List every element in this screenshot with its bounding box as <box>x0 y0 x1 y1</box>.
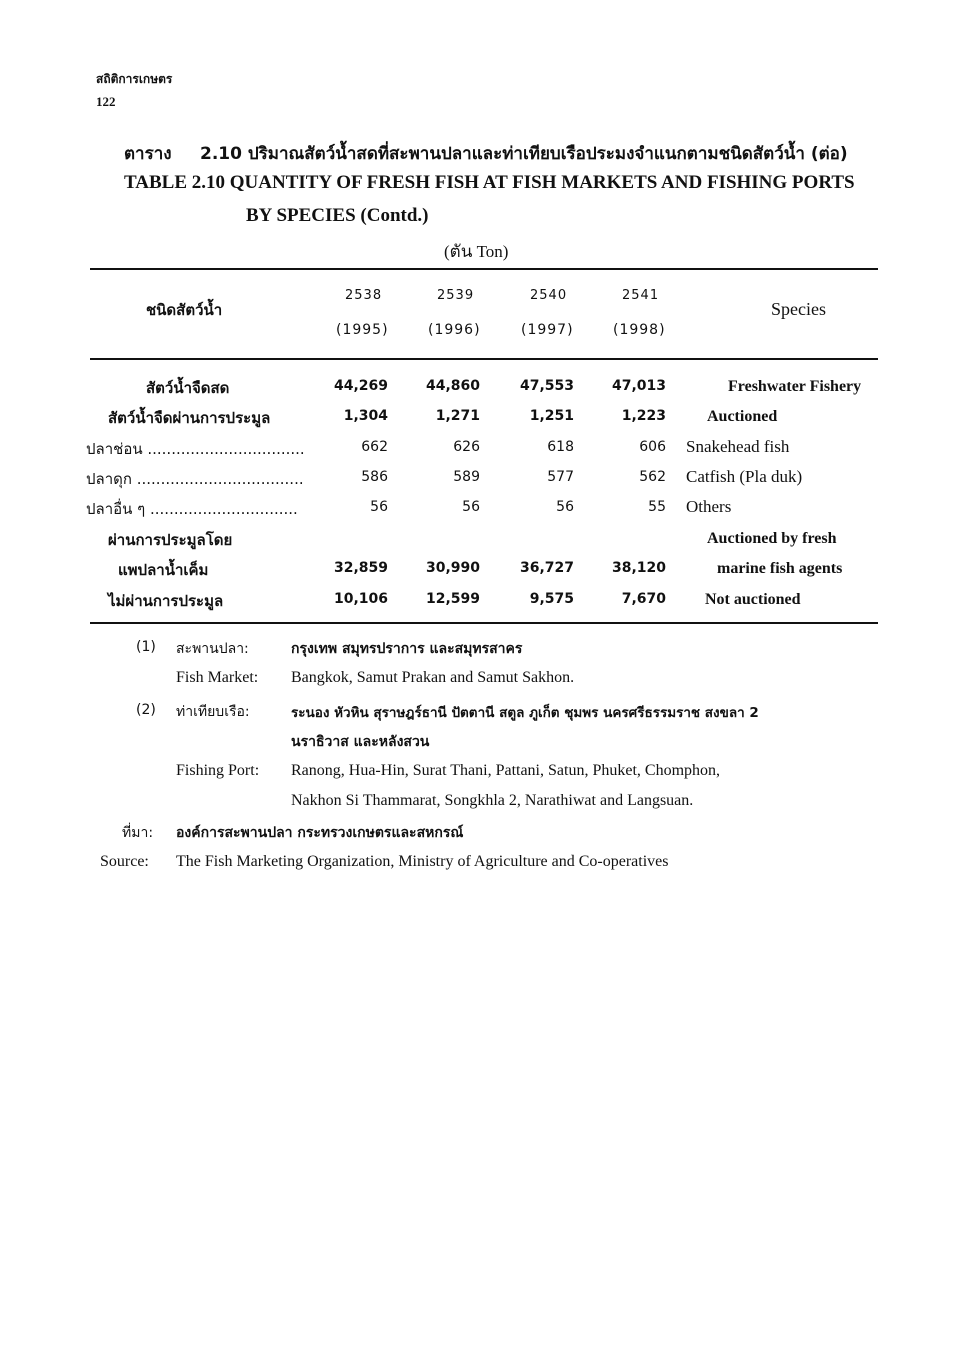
note-text-en: Nakhon Si Thammarat, Songkhla 2, Narathiwat and Langsuan. <box>291 792 694 809</box>
source-label-en: Source: <box>100 853 149 870</box>
table-bottom-rule <box>90 622 878 624</box>
note-label-thai: ท่าเทียบเรือ: <box>176 704 250 720</box>
table-cell: 586 <box>361 469 388 485</box>
table-cell: 589 <box>453 469 480 485</box>
table-cell: 626 <box>453 439 480 455</box>
header-species-en: Species <box>771 299 826 319</box>
row-label-en: Snakehead fish <box>686 437 790 456</box>
table-title-en-line2: BY SPECIES (Contd.) <box>246 205 429 226</box>
header-year-ce: (1998) <box>613 322 666 338</box>
note-label-thai: สะพานปลา: <box>176 641 249 657</box>
row-label-thai: ผ่านการประมูลโดย <box>108 531 233 549</box>
row-label-en: Auctioned <box>707 408 778 425</box>
row-label-en: Not auctioned <box>705 591 801 608</box>
table-cell: 56 <box>462 499 480 515</box>
table-title-en-line1: TABLE 2.10 QUANTITY OF FRESH FISH AT FISH MARKETS AND FISHING PORTS <box>124 172 855 193</box>
table-cell: 577 <box>547 469 574 485</box>
note-text-en: Ranong, Hua-Hin, Surat Thani, Pattani, Satun, Phuket, Chomphon, <box>291 762 721 779</box>
row-label-thai: ไม่ผ่านการประมูล <box>108 592 224 610</box>
table-title-thai-text: 2.10 ปริมาณสัตว์น้ำสดที่สะพานปลาและท่าเทียบเรือประมงจำแนกตามชนิดสัตว์น้ำ (ต่อ) <box>200 144 848 164</box>
table-cell: 7,670 <box>621 591 666 607</box>
table-cell: 9,575 <box>529 591 574 607</box>
table-title-thai <box>124 140 848 167</box>
source-label-thai: ที่มา: <box>122 825 154 841</box>
note-marker: (2) <box>136 702 156 718</box>
page-number: 122 <box>96 94 116 109</box>
note-marker: (1) <box>136 639 156 655</box>
table-label-thai: ตาราง <box>124 144 172 164</box>
table-header-rule <box>90 358 878 360</box>
row-label-en: Auctioned by fresh <box>707 530 837 547</box>
header-species-thai: ชนิดสัตว์น้ำ <box>146 301 223 319</box>
table-cell: 662 <box>361 439 388 455</box>
table-cell: 44,269 <box>333 378 388 394</box>
note-text-thai: นราธิวาส และหลังสวน <box>291 734 430 750</box>
note-label-en: Fishing Port: <box>176 762 260 779</box>
note-text-en: Bangkok, Samut Prakan and Samut Sakhon. <box>291 669 575 686</box>
table-cell: 47,553 <box>519 378 574 394</box>
source-text-thai: องค์การสะพานปลา กระทรวงเกษตรและสหกรณ์ <box>176 825 464 841</box>
row-label-thai: สัตว์น้ำจืดสด <box>146 379 230 397</box>
source-text-en: The Fish Marketing Organization, Ministry of Agriculture and Co-operatives <box>176 853 669 870</box>
header-year-be: 2539 <box>437 288 475 303</box>
header-year-be: 2541 <box>622 288 660 303</box>
note-label-en: Fish Market: <box>176 669 259 686</box>
table-cell: 618 <box>547 439 574 455</box>
row-label-en: marine fish agents <box>717 560 843 577</box>
table-cell: 1,271 <box>435 408 480 424</box>
table-cell: 1,304 <box>343 408 388 424</box>
table-cell: 562 <box>639 469 666 485</box>
header-year-ce: (1997) <box>521 322 574 338</box>
table-cell: 12,599 <box>425 591 480 607</box>
table-cell: 47,013 <box>611 378 666 394</box>
header-year-ce: (1995) <box>336 322 389 338</box>
row-label-thai: ปลาช่อน ................................. <box>86 440 305 458</box>
note-text-thai: กรุงเทพ สมุทรปราการ และสมุทรสาคร <box>291 641 523 657</box>
table-cell: 56 <box>556 499 574 515</box>
unit-label: (ตัน Ton) <box>444 242 509 261</box>
table-cell: 30,990 <box>425 560 480 576</box>
row-label-thai: ปลาอื่น ๆ ............................... <box>86 500 298 518</box>
header-year-be: 2538 <box>345 288 383 303</box>
table-cell: 38,120 <box>611 560 666 576</box>
table-cell: 32,859 <box>333 560 388 576</box>
header-year-ce: (1996) <box>428 322 481 338</box>
row-label-thai: ปลาดุก ................................... <box>86 470 304 488</box>
table-cell: 36,727 <box>519 560 574 576</box>
table-cell: 606 <box>639 439 666 455</box>
table-top-rule <box>90 268 878 270</box>
table-cell: 55 <box>648 499 666 515</box>
note-text-thai: ระนอง หัวหิน สุราษฎร์ธานี ปัตตานี สตูล ภูเก็ต ชุมพร นครศรีธรรมราช สงขลา 2 <box>291 705 759 721</box>
row-label-en: Freshwater Fishery <box>728 378 862 395</box>
table-cell: 10,106 <box>333 591 388 607</box>
table-cell: 1,223 <box>621 408 666 424</box>
row-label-thai: สัตว์น้ำจืดผ่านการประมูล <box>108 409 271 427</box>
row-label-en: Catfish (Pla duk) <box>686 467 803 486</box>
row-label-thai: แพปลาน้ำเค็ม <box>118 561 209 579</box>
row-label-en: Others <box>686 497 732 516</box>
header-year-be: 2540 <box>530 288 568 303</box>
running-head: สถิติการเกษตร <box>96 72 173 86</box>
table-cell: 44,860 <box>425 378 480 394</box>
table-cell: 1,251 <box>529 408 574 424</box>
table-cell: 56 <box>370 499 388 515</box>
